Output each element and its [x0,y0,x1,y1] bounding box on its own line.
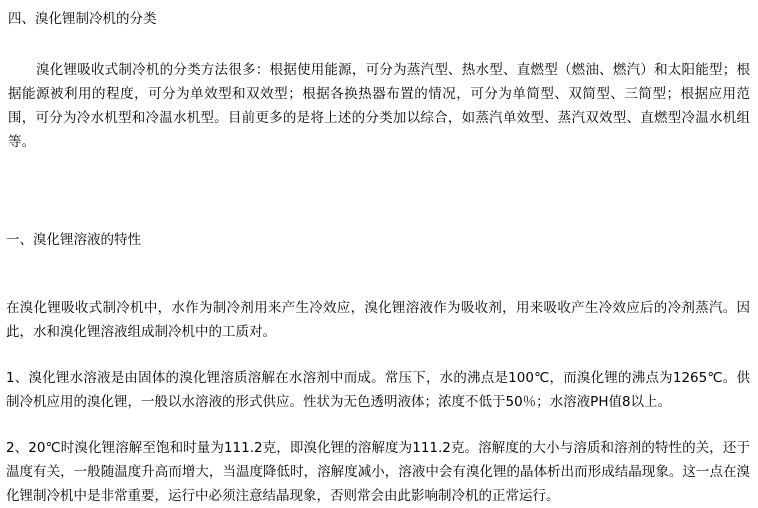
intro-paragraph: 溴化锂吸收式制冷机的分类方法很多：根据使用能源，可分为蒸汽型、热水型、直燃型（燃油、燃汽）和太阳能型；根据能源被利用的程度，可分为单效型和双效型；根据各换热器布置的情况，可分为单简型、双简型、三简型；根据应用范围，可分为冷水机型和冷温水机型。目前更多的是将上述的分类加以综合，如蒸汽单效型、蒸汽双效型、直燃型冷温水机组等。 [8,62,750,150]
spacer-large [4,154,750,230]
paragraph-2: 1、溴化锂水溶液是由固体的溴化锂溶质溶解在水溶剂中而成。常压下，水的沸点是100℃，而溴化锂的沸点为1265℃。供制冷机应用的溴化锂，一般以水溶液的形式供应。性状为无色透明液体；浓度不低于50％；水溶液PH值8以上。 [6,370,750,410]
page-title: 四、溴化锂制冷机的分类 [8,11,157,27]
paragraph-1: 在溴化锂吸收式制冷机中，水作为制冷剂用来产生冷效应，溴化锂溶液作为吸收剂，用来吸收产生冷效应后的冷剂蒸汽。因此，水和溴化锂溶液组成制冷机中的工质对。 [6,300,750,340]
spacer-small-1 [4,344,750,366]
spacer-medium-1 [4,250,750,296]
paragraph-3: 2、20℃时溴化锂溶解至饱和时量为111.2克，即溴化锂的溶解度为111.2克。溶解度的大小与溶质和溶剂的特性的关，还于温度有关，一般随温度升高而增大，当温度降低时，溶解度减小，溶液中会有溴化锂的晶体析出而形成结晶现象。这一点在溴化锂制冷机中是非常重要，运行中必须注意结晶现象，否则常会由此影响制冷机的正常运行。 [6,440,750,504]
spacer-small-2 [4,414,750,436]
section-title: 一、溴化锂溶液的特性 [6,232,141,248]
